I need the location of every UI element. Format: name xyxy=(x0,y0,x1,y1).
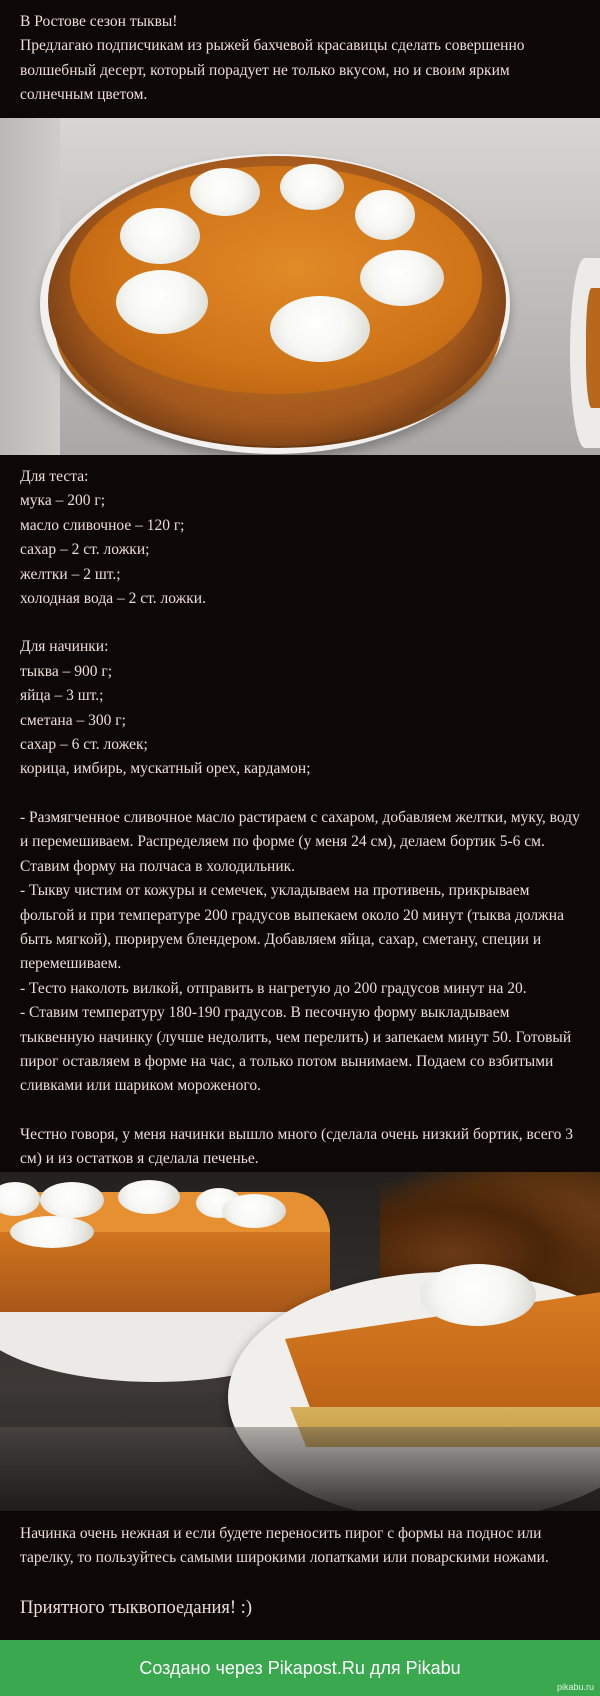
whipped-cream-dollop xyxy=(120,208,200,264)
whipped-cream-dollop xyxy=(10,1216,94,1248)
whipped-cream-dollop xyxy=(355,190,415,240)
filling-item: сметана – 300 г; xyxy=(20,711,126,729)
whipped-cream-dollop xyxy=(360,250,444,306)
whipped-cream-dollop xyxy=(116,270,208,334)
filling-item: тыква – 900 г; xyxy=(20,662,113,680)
whipped-cream-dollop xyxy=(280,164,344,210)
note-paragraph: Честно говоря, у меня начинки вышло много (сделала очень низкий бортик, всего 3 см) и из остатков я сделала печенье. xyxy=(20,1125,574,1168)
whipped-cream-dollop xyxy=(420,1264,536,1326)
sliced-pie-and-cookies-photo xyxy=(0,1172,600,1511)
whipped-cream-dollop xyxy=(270,296,370,362)
dough-item: мука – 200 г; xyxy=(20,492,106,510)
filling-item: корица, имбирь, мускатный орех, кардамон; xyxy=(20,760,311,778)
intro-line: В Ростове сезон тыквы! xyxy=(20,13,178,30)
pikapost-footer-banner[interactable] xyxy=(0,1640,600,1696)
pikabu-watermark: pikabu.ru xyxy=(556,1682,594,1692)
dough-heading: Для теста: xyxy=(20,468,89,485)
filling-item: сахар – 6 ст. ложек; xyxy=(20,736,148,754)
dough-item: масло сливочное – 120 г; xyxy=(20,516,185,534)
whipped-cream-dollop xyxy=(118,1180,180,1214)
filling-heading: Для начинки: xyxy=(20,638,109,656)
outro-text: Начинка очень нежная и если будете переносить пирог с формы на поднос или тарелку, то пользуйтесь самыми широкими лопатками или поварскими ножами. xyxy=(20,1525,549,1566)
dough-item: холодная вода – 2 ст. ложки. xyxy=(20,590,206,608)
whipped-cream-dollop xyxy=(190,168,260,216)
intro-text xyxy=(20,10,586,108)
step-paragraph: - Ставим температуру 180-190 градусов. В песочную форму выкладываем тыквенную начинку (лучше недолить, чем перелить) и запекаем минут 50. Готовый пирог оставляем в форме на час, а только потом вынимаем. Подаем со взбитыми сливками или шариком мороженого. xyxy=(20,1004,572,1095)
footer-label[interactable]: Создано через Pikapost.Ru для Pikabu xyxy=(139,1657,461,1678)
intro-line: Предлагаю подписчикам из рыжей бахчевой красавицы сделать совершенно волшебный десерт, который порадует не только вкусом, но и своим ярким солнечным цветом. xyxy=(20,37,525,104)
whipped-cream-dollop xyxy=(222,1194,286,1228)
recipe-text xyxy=(20,465,586,1172)
dough-item: желтки – 2 шт.; xyxy=(20,565,121,583)
whole-pumpkin-pie-photo xyxy=(0,118,600,455)
step-paragraph: - Тесто наколоть вилкой, отправить в нагретую до 200 градусов минут на 20. xyxy=(20,979,527,997)
filling-item: яйца – 3 шт.; xyxy=(20,687,104,705)
step-paragraph: - Размягченное сливочное масло растираем с сахаром, добавляем желтки, муку, воду и перемешиваем. Распределяем по форме (у меня 24 см), делаем бортик 5-6 см. Ставим форму на полчаса в холодильник. xyxy=(20,808,580,875)
dough-item: сахар – 2 ст. ложки; xyxy=(20,541,150,559)
closing-line: Приятного тыквопоедания! :) xyxy=(20,1598,252,1618)
whipped-cream-dollop xyxy=(40,1182,104,1218)
step-paragraph: - Тыкву чистим от кожуры и семечек, укладываем на противень, прикрываем фольгой и при температуре 200 градусов выпекаем около 20 минут (тыква должна быть мягкой), пюрируем блендером. Добавляем яйца, сахар, сметану, специи и перемешиваем. xyxy=(20,882,564,973)
